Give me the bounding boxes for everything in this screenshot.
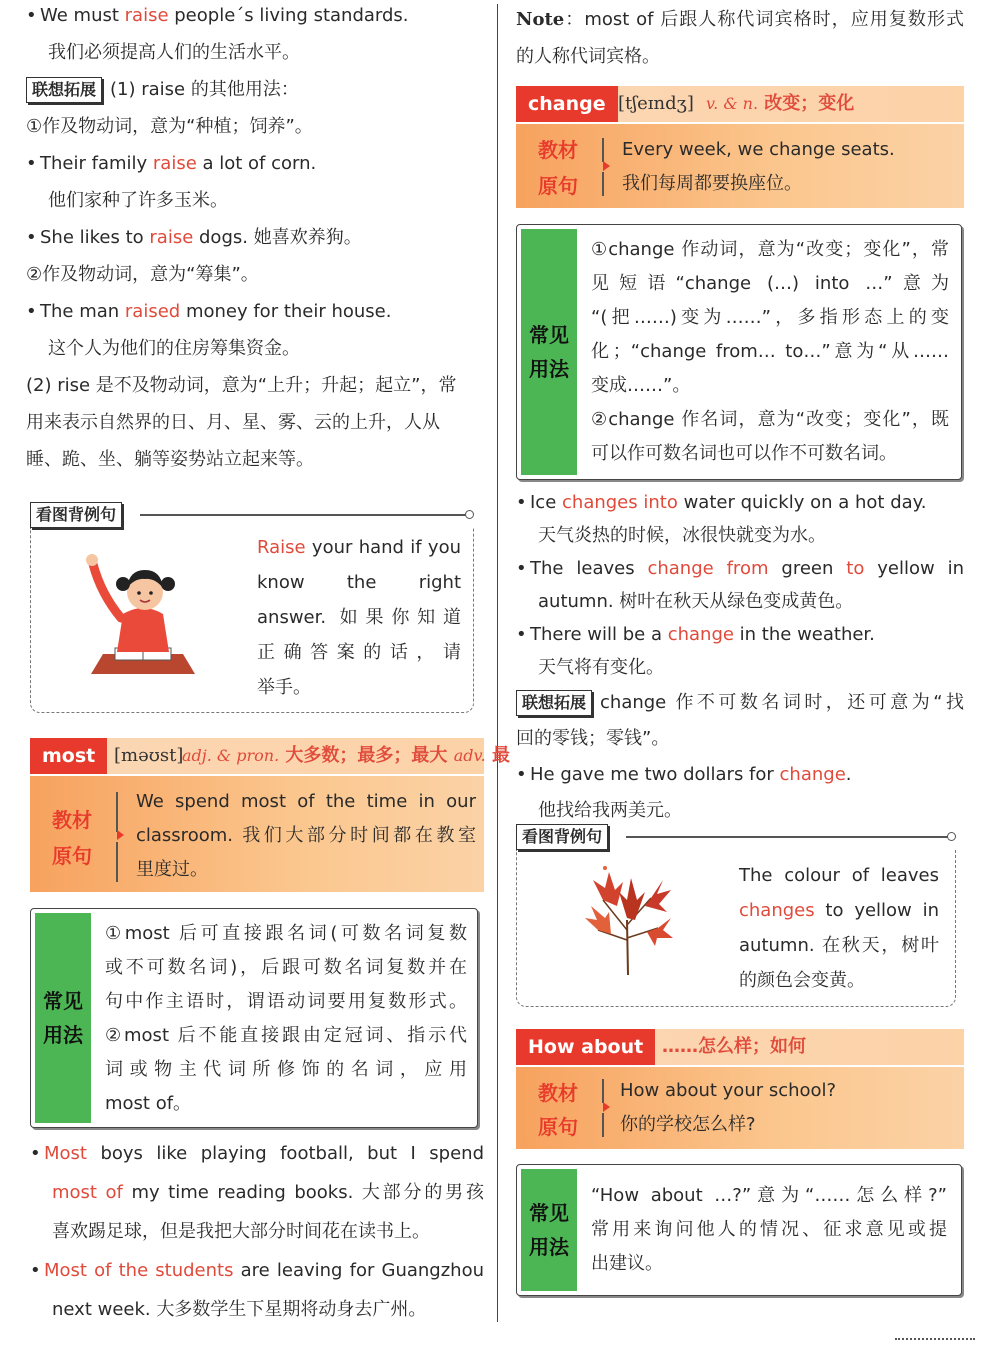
change-expand: [516, 685, 964, 829]
usage-line: ②change 作名词，意为“改变；变化”，既: [591, 409, 949, 430]
change-examples: [516, 486, 964, 684]
vocab-header-how-about: [516, 1029, 964, 1065]
picture-sentence-line: 正确答案的话，请: [257, 642, 461, 663]
usage-line: ①change 作动词，意为“改变；变化”，常: [591, 239, 949, 260]
label-textbook: 教材: [538, 1081, 578, 1105]
picture-sentence-line: 的颜色会变黄。: [739, 970, 865, 991]
expand-heading: 联想拓展 (1) raise 的其他用法：: [26, 71, 484, 108]
vocab-word: most: [30, 738, 107, 774]
usage-line: “How about …?”意为“……怎么样?”: [591, 1185, 947, 1206]
example-translation: autumn. 树叶在秋天从绿色变成黄色。: [538, 591, 854, 612]
usage-box: [516, 1164, 962, 1296]
usage-line: “(把……)变为……”，多指形态上的变: [591, 307, 949, 328]
usage-label: 用法: [43, 1023, 83, 1047]
example-translation: 天气炎热的时候，冰很快就变为水。: [538, 525, 826, 546]
usage-line: 变成……”。: [591, 375, 691, 396]
usage-label: 用法: [529, 1235, 569, 1259]
textbook-line: 你的学校怎么样?: [620, 1114, 756, 1135]
usage-label: 常见: [43, 989, 83, 1013]
note-label: Note: [516, 9, 565, 30]
example-sentence: • He gave me two dollars for change.: [516, 764, 852, 785]
example-sentence: • The leaves change from green to yellow in: [516, 558, 964, 579]
picture-example-box: [30, 502, 474, 714]
label-textbook: 教材: [52, 808, 92, 832]
usage-line: 常用来询问他人的情况、征求意见或提: [591, 1219, 947, 1240]
textbook-sentence-box: [516, 124, 964, 208]
rise-note-line: 用来表示自然界的日、月、星、雾、云的上升，人从: [26, 412, 440, 433]
usage-line: 化；“change from… to…”意为“从……: [591, 341, 949, 362]
expand-line: 回的零钱；零钱”。: [516, 728, 670, 749]
note-line: ：most of 后跟人称代词宾格时，应用复数形式: [564, 9, 964, 30]
example-sentence: • There will be a change in the weather.: [516, 624, 875, 645]
usage-label: 常见: [529, 323, 569, 347]
example-sentence: • We must raise people´s living standards.: [26, 5, 409, 26]
column-divider: [497, 4, 498, 1322]
picture-sentence-line: 举手。: [257, 677, 311, 698]
picture-tag: 看图背例句: [30, 502, 122, 528]
label-original: 原句: [538, 1115, 578, 1139]
example-sentence: • Most of the students are leaving for Guangzhou: [30, 1260, 484, 1281]
example-translation: 天气将有变化。: [538, 657, 664, 678]
picture-sentence-line: know the right: [257, 572, 461, 593]
usage-note: ②作及物动词，意为“筹集”。: [26, 264, 259, 285]
textbook-line: Every week, we change seats.: [622, 139, 895, 160]
rise-note-line: (2) rise 是不及物动词，意为“上升；升起；起立”，常: [26, 375, 457, 396]
expand-tag: 联想拓展: [26, 77, 102, 103]
picture-sentence-line: answer. 如果你知道: [257, 607, 461, 628]
page-footer-dots: [895, 1338, 975, 1340]
note-line: 的人称代词宾格。: [516, 46, 660, 67]
picture-sentence-line: changes to yellow in: [739, 900, 939, 921]
usage-label: 用法: [529, 357, 569, 381]
usage-line: 出建议。: [591, 1253, 663, 1274]
example-sentence: • Most boys like playing football, but I spend: [30, 1143, 484, 1164]
usage-label: 常见: [529, 1201, 569, 1225]
vocab-phonetic: [məʊst]: [114, 745, 184, 766]
vocab-header-change: [516, 86, 964, 122]
textbook-line: 里度过。: [136, 859, 208, 880]
usage-box: [516, 224, 962, 480]
picture-sentence-line: The colour of leaves: [739, 865, 939, 886]
label-original: 原句: [538, 174, 578, 198]
example-translation: 他们家种了许多玉米。: [48, 190, 228, 211]
usage-line: ①most 后可直接跟名词(可数名词复数: [105, 923, 467, 944]
textbook-line: How about your school?: [620, 1080, 837, 1101]
example-sentence: • She likes to raise dogs. 她喜欢养狗。: [26, 227, 362, 248]
vocab-phonetic: [tʃeɪndʒ]: [618, 93, 694, 114]
example-sentence: • The man raised money for their house.: [26, 301, 392, 322]
label-textbook: 教材: [538, 138, 578, 162]
vocab-meaning: adj. & pron. 大多数；最多；最大 adv. 最: [182, 745, 510, 766]
example-translation: 他找给我两美元。: [538, 800, 682, 821]
example-sentence: next week. 大多数学生下星期将动身去广州。: [52, 1299, 427, 1320]
usage-line: most of。: [105, 1093, 192, 1114]
expand-line: change 作不可数名词时，还可意为“找: [600, 692, 964, 713]
vocab-word: change: [516, 86, 618, 122]
picture-tag: 看图背例句: [516, 824, 608, 850]
picture-sentence-line: autumn. 在秋天，树叶: [739, 935, 939, 956]
example-sentence: • Their family raise a lot of corn.: [26, 153, 317, 174]
most-examples: [30, 1134, 484, 1329]
textbook-line: We spend most of the time in our: [136, 791, 476, 812]
textbook-sentence-box: [30, 776, 484, 892]
picture-sentence-line: Raise your hand if you: [257, 537, 461, 558]
usage-line: 可以作可数名词也可以作不可数名词。: [591, 443, 897, 464]
usage-line: 词或物主代词所修饰的名词，应用: [105, 1059, 467, 1080]
note-paragraph: [516, 1, 964, 75]
label-original: 原句: [52, 844, 92, 868]
usage-note: ①作及物动词，意为“种植；饲养”。: [26, 116, 313, 137]
vocab-header-most: [30, 738, 510, 774]
textbook-sentence-box: [516, 1067, 964, 1149]
example-sentence: • Ice changes into water quickly on a hot day.: [516, 492, 927, 513]
usage-box: [30, 908, 478, 1128]
usage-line: 句中作主语时，谓语动词要用复数形式。: [105, 991, 467, 1012]
usage-line: 见短语“change (…) into …”意为: [591, 273, 949, 294]
vocab-meaning: ……怎么样；如何: [662, 1036, 806, 1057]
textbook-line: 我们每周都要换座位。: [622, 173, 802, 194]
usage-line: 或不可数名词)，后跟可数名词复数并在: [105, 957, 467, 978]
example-translation: 我们必须提高人们的生活水平。: [48, 42, 300, 63]
example-sentence: most of my time reading books. 大部分的男孩: [52, 1182, 484, 1203]
girl-reading-illustration: [83, 544, 203, 679]
expand-tag: 联想拓展: [516, 690, 592, 716]
autumn-leaves-illustration: [583, 860, 673, 980]
usage-line: ②most 后不能直接跟由定冠词、指示代: [105, 1025, 467, 1046]
vocab-word: How about: [516, 1029, 655, 1065]
vocab-meaning: v. & n. 改变；变化: [706, 93, 855, 114]
example-sentence: 喜欢踢足球，但是我把大部分时间花在读书上。: [52, 1221, 430, 1242]
rise-note-line: 睡、跪、坐、躺等姿势站立起来等。: [26, 449, 314, 470]
example-translation: 这个人为他们的住房筹集资金。: [48, 338, 300, 359]
picture-example-box: [516, 824, 956, 1008]
textbook-line: classroom. 我们大部分时间都在教室: [136, 825, 476, 846]
